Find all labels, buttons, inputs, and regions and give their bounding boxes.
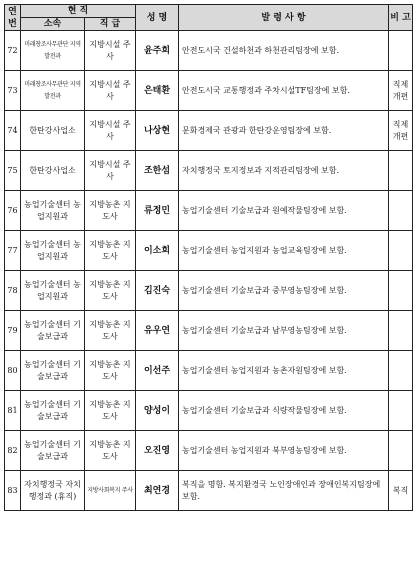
row-number: 81: [5, 391, 21, 431]
grade-cell: 지방농촌 지도사: [85, 311, 136, 351]
affiliation-cell: 농업기술센터 기술보급과: [21, 391, 85, 431]
remark-cell: [389, 31, 413, 71]
table-row: [5, 391, 413, 431]
appointment-cell: 농업기술센터 기술보급과 원예작물팀장에 보함.: [179, 191, 389, 231]
row-number: 83: [5, 471, 21, 511]
name-cell: 최연경: [136, 471, 179, 511]
row-number: 77: [5, 231, 21, 271]
table-row: [5, 31, 413, 71]
name-cell: 유우연: [136, 311, 179, 351]
row-number: 74: [5, 111, 21, 151]
name-cell: 김진숙: [136, 271, 179, 311]
name-cell: 류정민: [136, 191, 179, 231]
remark-cell: 직제 개편: [389, 71, 413, 111]
appointment-cell: 농업기술센터 농업지원과 농촌자원팀장에 보함.: [179, 351, 389, 391]
affiliation-cell: 한탄강사업소: [21, 111, 85, 151]
remark-cell: [389, 391, 413, 431]
header-grade: 직 급: [85, 18, 136, 31]
affiliation-cell: 농업기술센터 농업지원과: [21, 191, 85, 231]
remark-cell: [389, 311, 413, 351]
remark-cell: [389, 351, 413, 391]
grade-cell: 지방농촌 지도사: [85, 391, 136, 431]
grade-cell: 지방시설 주사: [85, 111, 136, 151]
table-row: [5, 151, 413, 191]
affiliation-cell: 농업기술센터 농업지원과: [21, 271, 85, 311]
affiliation-cell: 미래창조사무관단 지역발전과: [21, 71, 85, 111]
appointment-cell: 농업기술센터 기술보급과 식량작물팀장에 보함.: [179, 391, 389, 431]
row-number: 82: [5, 431, 21, 471]
table-row: [5, 271, 413, 311]
grade-cell: 지방사회복지 주사: [85, 471, 136, 511]
grade-cell: 지방시설 주사: [85, 151, 136, 191]
affiliation-cell: 농업기술센터 기술보급과: [21, 311, 85, 351]
table-row: [5, 311, 413, 351]
header-row-1: [5, 5, 413, 18]
name-cell: 은태환: [136, 71, 179, 111]
affiliation-cell: 미래창조사무관단 지역발전과: [21, 31, 85, 71]
appointment-cell: 농업기술센터 농업지원과 농업교육팀장에 보함.: [179, 231, 389, 271]
header-remarks: 비 고: [389, 5, 413, 31]
grade-cell: 지방농촌 지도사: [85, 231, 136, 271]
grade-cell: 지방농촌 지도사: [85, 271, 136, 311]
remark-cell: [389, 191, 413, 231]
affiliation-cell: 자치행정국 자치행정과 (휴직): [21, 471, 85, 511]
table-row: [5, 191, 413, 231]
name-cell: 조한섬: [136, 151, 179, 191]
row-number: 76: [5, 191, 21, 231]
row-number: 80: [5, 351, 21, 391]
remark-cell: [389, 151, 413, 191]
appointment-cell: 안전도시국 건설하천과 하천관리팀장에 보함.: [179, 31, 389, 71]
name-cell: 윤주희: [136, 31, 179, 71]
remark-cell: 복직: [389, 471, 413, 511]
grade-cell: 지방농촌 지도사: [85, 351, 136, 391]
name-cell: 이소희: [136, 231, 179, 271]
table-row: [5, 111, 413, 151]
grade-cell: 지방시설 주사: [85, 31, 136, 71]
grade-cell: 지방농촌 지도사: [85, 191, 136, 231]
row-number: 72: [5, 31, 21, 71]
name-cell: 오진영: [136, 431, 179, 471]
grade-cell: 지방시설 주사: [85, 71, 136, 111]
appointment-cell: 안전도시국 교통행정과 주차시설TF팀장에 보함.: [179, 71, 389, 111]
row-number: 78: [5, 271, 21, 311]
name-cell: 양성이: [136, 391, 179, 431]
affiliation-cell: 한탄강사업소: [21, 151, 85, 191]
name-cell: 나상현: [136, 111, 179, 151]
appointment-cell: 농업기술센터 농업지원과 북부영농팀장에 보함.: [179, 431, 389, 471]
appointment-cell: 자치행정국 토지정보과 지적관리팀장에 보함.: [179, 151, 389, 191]
header-name: 성 명: [136, 5, 179, 31]
table-row: [5, 351, 413, 391]
appointment-cell: 문화경제국 관광과 한탄강운영팀장에 보함.: [179, 111, 389, 151]
row-number: 75: [5, 151, 21, 191]
remark-cell: 직제 개편: [389, 111, 413, 151]
table-row: [5, 231, 413, 271]
appointment-cell: 농업기술센터 기술보급과 중부영농팀장에 보함.: [179, 271, 389, 311]
appointment-cell: 복직을 명함. 복지환경국 노인장애인과 장애인복지팀장에 보함.: [179, 471, 389, 511]
grade-cell: 지방농촌 지도사: [85, 431, 136, 471]
table-row: [5, 71, 413, 111]
remark-cell: [389, 431, 413, 471]
affiliation-cell: 농업기술센터 농업지원과: [21, 231, 85, 271]
name-cell: 이선주: [136, 351, 179, 391]
header-matters: 발 령 사 항: [179, 5, 389, 31]
row-number: 73: [5, 71, 21, 111]
remark-cell: [389, 231, 413, 271]
affiliation-cell: 농업기술센터 기술보급과: [21, 351, 85, 391]
personnel-table: [4, 4, 413, 511]
header-affiliation: 소속: [21, 18, 85, 31]
remark-cell: [389, 271, 413, 311]
affiliation-cell: 농업기술센터 기술보급과: [21, 431, 85, 471]
appointment-cell: 농업기술센터 기술보급과 남부영농팀장에 보함.: [179, 311, 389, 351]
row-number: 79: [5, 311, 21, 351]
header-no: 연번: [5, 5, 21, 31]
table-row: [5, 431, 413, 471]
table-row: [5, 471, 413, 511]
header-position: 현 직: [21, 5, 136, 18]
